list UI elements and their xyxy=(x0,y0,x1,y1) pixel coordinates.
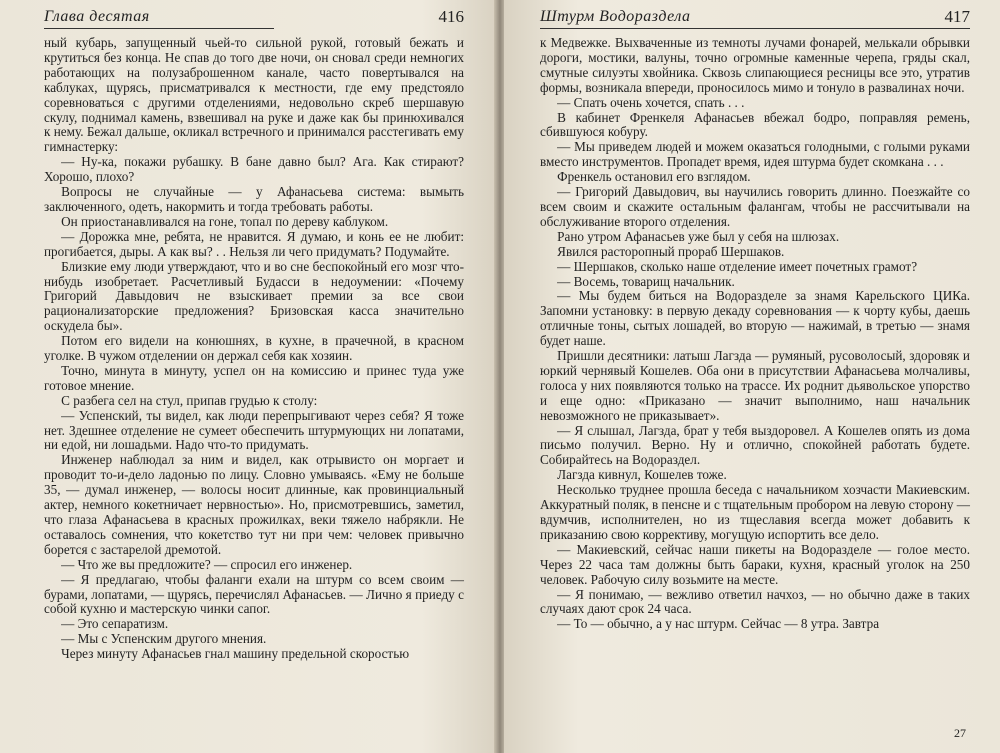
paragraph: — Григорий Давыдович, вы научились говорить длинно. Поезжайте со всем своим и скажите остальным фалангам, чтобы не рассчитывали на обслуживание второго отделения. xyxy=(540,184,970,229)
signature-folio: 27 xyxy=(954,726,966,740)
paragraph: — Я понимаю, — вежливо ответил начхоз, — но обычно даже в таких случаях дают срок 24 часа. xyxy=(540,586,970,617)
paragraph: — Что же вы предложите? — спросил его инженер. xyxy=(61,556,353,572)
left-head-rule xyxy=(44,28,274,29)
right-running-title: Штурм Водораздела xyxy=(540,8,691,25)
paragraph: — Мы приведем людей и можем оказаться голодными, с голыми руками вместо инструментов. Пропадет время, идея штурма будет скомкана . . . xyxy=(540,139,970,170)
paragraph: — Ну-ка, покажи рубашку. В бане давно был? Ага. Как стирают? Хорошо, плохо? xyxy=(44,154,464,185)
paragraph: — Макиевский, сейчас наши пикеты на Водоразделе — голое место. Через 22 часа там должны быть бараки, кухня, красный уголок на 250 человек. Рабочую силу возьмите на месте. xyxy=(540,541,970,587)
paragraph: — Я слышал, Лагзда, брат у тебя выздоровел. А Кошелев опять из дома письмо получил. Верно. Ну и отлично, спокойней работать будете. Собирайтесь на Водораздел. xyxy=(540,422,970,468)
paragraph: — То — обычно, а у нас штурм. Сейчас — 8 утра. Завтра xyxy=(557,616,880,632)
right-page xyxy=(504,0,1000,753)
paragraph: — Успенский, ты видел, как люди перепрыгивают через себя? Я тоже нет. Здешнее отделение не сумеет обеспечить штурмующих ни лопатами, ни едой, ни лошадьми. Надо что-то придумать. xyxy=(44,407,464,453)
right-running-head xyxy=(540,6,970,28)
left-running-title: Глава десятая xyxy=(44,8,150,25)
paragraph: к Медвежке. Выхваченные из темноты лучами фонарей, мелькали обрывки дороги, мостики, валуны, точно огромные каменные черепа, гряды скал, смутные силуэты хвойника. Сквозь слипающиеся ресницы все это, утратив формы, возникала впереди, проносилось мимо и тонуло в развалинах ночи. xyxy=(540,35,970,95)
paragraph: Рано утром Афанасьев уже был у себя на шлюзах. xyxy=(557,228,840,244)
paragraph: ный кубарь, запущенный чьей-то сильной рукой, готовый бежать и крутиться без конца. Не спав до того две ночи, он сновал среди немногих работающих на полузаброшенном канале, часто повертывался на каблуках, щурясь, присматривался к местности, где ему предстояло соревноваться с другими отделениями, недовольно скреб шершавую скулу, поднимал камень, взвешивал на руке и даже как бы принюхивался к нему. Бежал дальше, окликал встречного и принимался расстегивать ему гимнастерку: xyxy=(44,35,464,155)
right-head-rule xyxy=(540,28,970,29)
left-page-number: 416 xyxy=(438,7,464,26)
paragraph: — Спать очень хочется, спать . . . xyxy=(557,94,745,110)
right-page-number: 417 xyxy=(944,7,970,26)
paragraph: Он приостанавливался на гоне, топал по дереву каблуком. xyxy=(61,213,389,229)
paragraph: Потом его видели на конюшнях, в кухне, в прачечной, в красном уголке. В чужом отделении он держал себя как хозяин. xyxy=(44,333,464,364)
left-running-head xyxy=(44,6,464,28)
paragraph: — Мы с Успенским другого мнения. xyxy=(61,631,267,647)
paragraph: Пришли десятники: латыш Лагзда — румяный, русоволосый, здоровяк и юркий чернявый Кошелев. Оба они в присутствии Афанасьева молчаливы, голоса у них появляются только на трассе. Их роднит дьявольское упорство и еще одно: «Приказано — значит выполнимо, наш начальник невозможного не приказывает». xyxy=(540,348,970,423)
paragraph: — Я предлагаю, чтобы фаланги ехали на штурм со всем своим — бурами, лопатами, — щурясь, перечислял Афанасьев. — Лично я приеду с собой кухню и мастерскую чинки сапог. xyxy=(44,571,464,617)
paragraph: Несколько труднее прошла беседа с начальником хозчасти Макиевским. Аккуратный поляк, в пенсне и с тщательным пробором на левую сторону — вдумчив, исполнителен, но из тщеславия всегда может добавить к приказанию свою коррективу, могущую испортить все дело. xyxy=(540,482,970,542)
paragraph: Лагзда кивнул, Кошелев тоже. xyxy=(557,467,727,483)
paragraph: — Это сепаратизм. xyxy=(61,616,169,632)
paragraph: С разбега сел на стул, припав грудью к столу: xyxy=(61,392,318,408)
paragraph: — Дорожка мне, ребята, не нравится. Я думаю, и конь ее не любит: прогибается, дыры. А как вы? . . Нельзя ли чего придумать? Подумайте. xyxy=(44,228,464,259)
paragraph: — Шершаков, сколько наше отделение имеет почетных грамот? xyxy=(557,258,918,274)
paragraph: — Мы будем биться на Водоразделе за знамя Карельского ЦИКа. Запомни установку: в первую декаду соревнования — к чорту кубы, даешь отличные тоны, сытых лошадей, во вторую — нажимай, в третью — знамя будет наше. xyxy=(540,288,970,349)
paragraph: Явился расторопный прораб Шершаков. xyxy=(557,243,785,259)
paragraph: Вопросы не случайные — у Афанасьева система: вымыть заключенного, одеть, накормить и тогда требовать работы. xyxy=(44,184,464,214)
paragraph: Инженер наблюдал за ним и видел, как отрывисто он моргает и проводит то-и-дело ладонью по лицу. Словно умываясь. «Ему не больше 35, — думал инженер, — волосы носит длинные, как провинциальный актер, немного кокетничает нервностью». Но, присмотревшись, заметил, что глаза Афанасьева в красных прожилках, веки тяжело набрякли. Не оставалось сомнения, что кокетство тут ни при чем: человек привычно борется с застарелой дремотой. xyxy=(44,452,464,557)
paragraph: В кабинет Френкеля Афанасьев вбежал бодро, поправляя ремень, сбившуюся кобуру. xyxy=(540,109,970,140)
paragraph: Френкель остановил его взглядом. xyxy=(557,169,751,185)
paragraph: Через минуту Афанасьев гнал машину предельной скоростью xyxy=(61,646,410,662)
right-body-text xyxy=(540,36,970,632)
left-body-text xyxy=(44,36,464,662)
paragraph: Близкие ему люди утверждают, что и во сне беспокойный его мозг что-нибудь изобретает. Расчетливый Будасси в недоумении: «Почему Григорий Давыдович не взыскивает премии за все свои рационализаторские предложения? Бризовская касса значительно оскудела бы». xyxy=(44,258,464,334)
paragraph: — Восемь, товарищ начальник. xyxy=(557,273,735,289)
paragraph: Точно, минута в минуту, успел он на комиссию и принес туда уже готовое мнение. xyxy=(44,362,464,393)
left-page xyxy=(0,0,496,753)
